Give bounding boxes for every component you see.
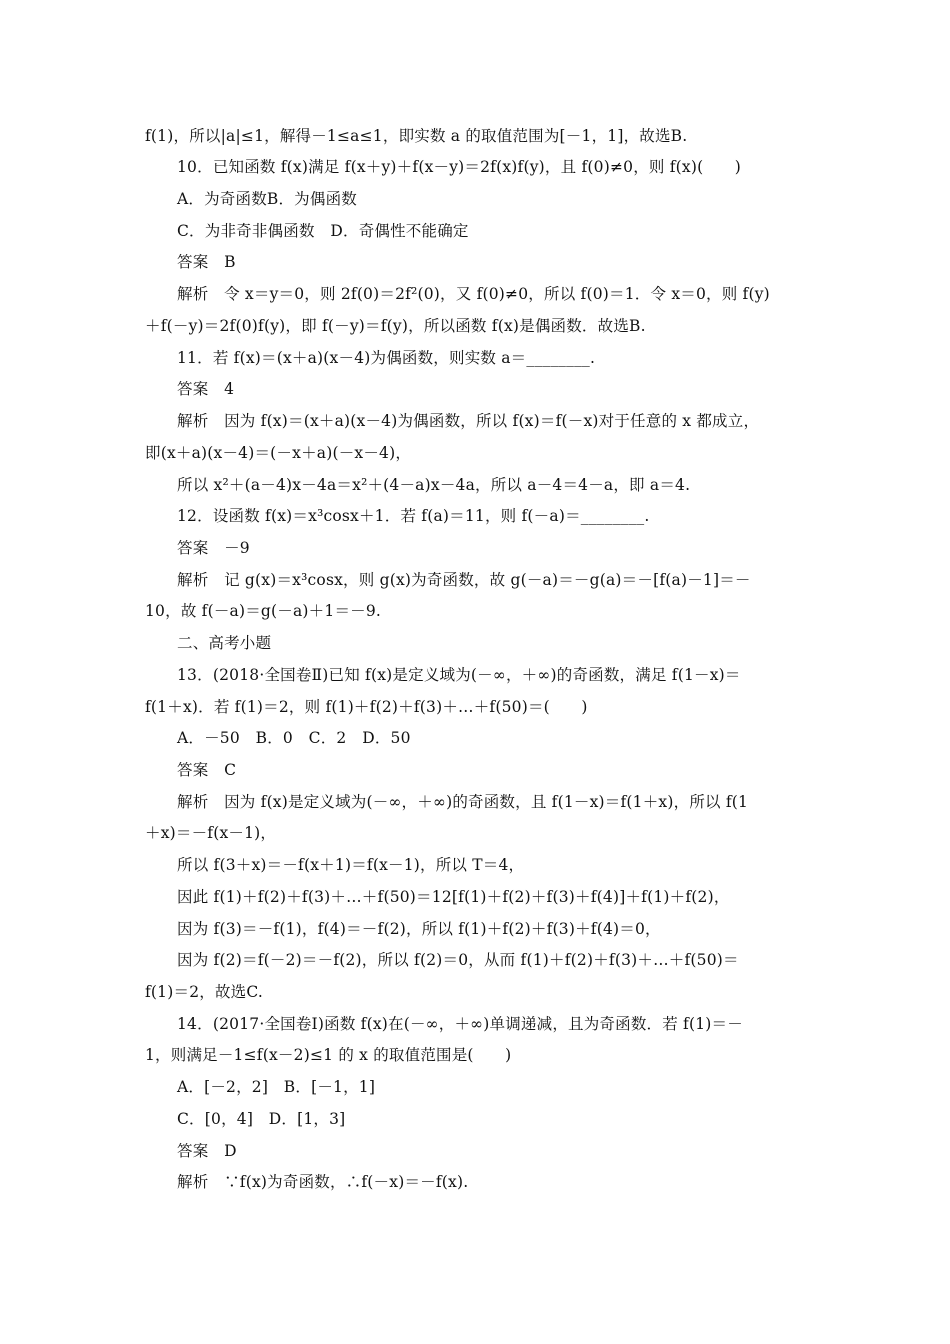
text-line: 1，则满足－1≤f(x－2)≤1 的 x 的取值范围是( ): [145, 1046, 512, 1064]
option-line: C．为非奇非偶函数 D．奇偶性不能确定: [177, 222, 469, 240]
text-line: ＋x)＝－f(x－1)，: [145, 824, 277, 842]
text-line: ＋f(－y)＝2f(0)f(y)，即 f(－y)＝f(y)，所以函数 f(x)是偶函数．故选B.: [145, 317, 646, 335]
section-heading: 二、高考小题: [177, 634, 272, 652]
option-line: A．为奇函数B．为偶函数: [177, 190, 357, 208]
option-line: A．－50 B．0 C．2 D．50: [177, 729, 411, 747]
answer-line: 答案 C: [177, 761, 237, 779]
answer-line: 答案 4: [177, 380, 235, 398]
text-line: f(1)＝2，故选C.: [145, 983, 263, 1001]
question-12: 12．设函数 f(x)＝x³cosx＋1．若 f(a)＝11，则 f(－a)＝________.: [177, 507, 650, 525]
text-line: 10，故 f(－a)＝g(－a)＋1＝－9.: [145, 602, 382, 620]
text-line: 因为 f(3)＝－f(1)，f(4)＝－f(2)，所以 f(1)＋f(2)＋f(3)＋f(4)＝0，: [177, 920, 661, 938]
text-line: 因此 f(1)＋f(2)＋f(3)＋…＋f(50)＝12[f(1)＋f(2)＋f(3)＋f(4)]＋f(1)＋f(2)，: [177, 888, 730, 906]
analysis-line: 解析 记 g(x)＝x³cosx，则 g(x)为奇函数，故 g(－a)＝－g(a)＝－[f(a)－1]＝－: [177, 571, 751, 589]
question-10: 10．已知函数 f(x)满足 f(x＋y)＋f(x－y)＝2f(x)f(y)，且 f(0)≠0，则 f(x)( ): [177, 158, 741, 176]
text-line: 所以 x²＋(a－4)x－4a＝x²＋(4－a)x－4a，所以 a－4＝4－a，即 a＝4.: [177, 476, 691, 494]
text-line: 所以 f(3＋x)＝－f(x＋1)＝f(x－1)，所以 T＝4，: [177, 856, 525, 874]
question-14: 14．(2017·全国卷Ⅰ)函数 f(x)在(－∞，＋∞)单调递减，且为奇函数．若 f(1)＝－: [177, 1015, 743, 1033]
question-11: 11．若 f(x)＝(x＋a)(x－4)为偶函数，则实数 a＝________.: [177, 349, 596, 367]
analysis-line: 解析 令 x＝y＝0，则 2f(0)＝2f²(0)，又 f(0)≠0，所以 f(0)＝1．令 x＝0，则 f(y): [177, 285, 770, 303]
text-line: f(1)，所以|a|≤1，解得－1≤a≤1，即实数 a 的取值范围为[－1，1]，故选B.: [145, 127, 688, 145]
answer-line: 答案 D: [177, 1142, 237, 1160]
text-line: 因为 f(2)＝f(－2)＝－f(2)，所以 f(2)＝0，从而 f(1)＋f(2)＋f(3)＋…＋f(50)＝: [177, 951, 739, 969]
analysis-line: 解析 因为 f(x)是定义域为(－∞，＋∞)的奇函数，且 f(1－x)＝f(1＋x)，所以 f(1: [177, 793, 749, 811]
option-line: C．[0，4] D．[1，3]: [177, 1110, 346, 1128]
answer-line: 答案 B: [177, 253, 236, 271]
answer-line: 答案 －9: [177, 539, 250, 557]
text-line: 即(x＋a)(x－4)＝(－x＋a)(－x－4)，: [145, 444, 412, 462]
question-13: 13．(2018·全国卷Ⅱ)已知 f(x)是定义域为(－∞，＋∞)的奇函数，满足 f(1－x)＝: [177, 666, 741, 684]
analysis-line: 解析 因为 f(x)＝(x＋a)(x－4)为偶函数，所以 f(x)＝f(－x)对于任意的 x 都成立，: [177, 412, 760, 430]
option-line: A．[－2，2] B．[－1，1]: [177, 1078, 376, 1096]
text-line: f(1＋x)．若 f(1)＝2，则 f(1)＋f(2)＋f(3)＋…＋f(50)＝( ): [145, 698, 588, 716]
analysis-line: 解析 ∵f(x)为奇函数，∴f(－x)＝－f(x).: [177, 1173, 469, 1191]
